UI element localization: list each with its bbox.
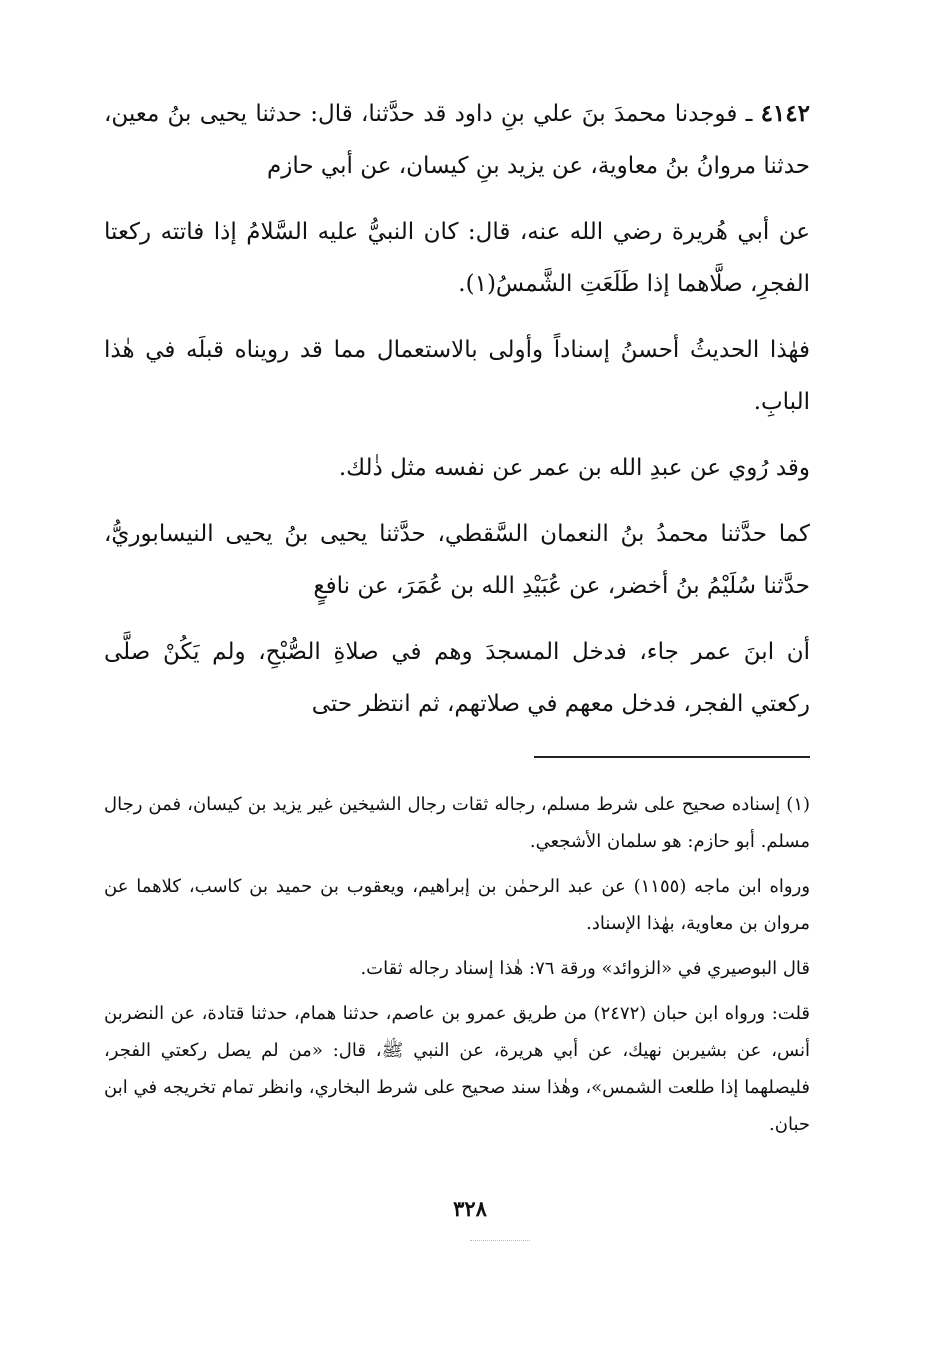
paragraph: فهٰذا الحديثُ أحسنُ إسناداً وأولى بالاستعمال مما قد رويناه قبلَه في هٰذا البابِ. xyxy=(104,337,810,415)
paragraph: أن ابنَ عمر جاء، فدخل المسجدَ وهم في صلاةِ الصُّبْحِ، ولم يَكُنْ صلَّى ركعتي الفجر، فدخل معهم في صلاتهم، ثم انتظر حتى xyxy=(104,639,810,717)
hadith-number: ٤١٤٢ xyxy=(760,100,810,127)
paragraph: كما حدَّثنا محمدُ بنُ النعمان السَّقطي، حدَّثنا يحيى بنُ يحيى النيسابوريُّ، حدَّثنا سُلَيْمُ بنُ أخضر، عن عُبَيْدِ الله بن عُمَرَ، عن نافعٍ xyxy=(104,521,810,599)
footnote: (١) إسناده صحيح على شرط مسلم، رجاله ثقات رجال الشيخين غير يزيد بن كيسان، فمن رجال مسلم. أبو حازم: هو سلمان الأشجعي. xyxy=(104,794,811,852)
paragraph: وقد رُوي عن عبدِ الله بن عمر عن نفسه مثل ذٰلك. xyxy=(338,455,810,481)
footnote: قلت: ورواه ابن حبان (٢٤٧٢) من طريق عمرو بن عاصم، حدثنا همام، حدثنا قتادة، عن النضربن أنس، عن بشيربن نهيك، عن أبي هريرة، عن النبي ﷺ، قال: «من لم يصل ركعتي الفجر، فليصلهما إذا طلعت الشمس»، وهٰذا سند صحيح على شرط البخاري، وانظر تمام تخريجه في ابن حبان. xyxy=(104,1003,811,1135)
footnotes xyxy=(104,786,810,1151)
footnote-divider xyxy=(534,756,810,758)
paragraph-text: ـ فوجدنا محمدَ بنَ علي بنِ داود قد حدَّثنا، قال: حدثنا يحيى بنُ معين، حدثنا مروانُ بنُ معاوية، عن يزيد بنِ كيسان، عن أبي حازم xyxy=(104,101,810,179)
paragraph: عن أبي هُريرة رضي الله عنه، قال: كان النبيُّ عليه السَّلامُ إذا فاتته ركعتا الفجرِ، صلَّاهما إذا طَلَعَتِ الشَّمسُ(١). xyxy=(104,219,810,297)
scan-artifact-dots xyxy=(470,1240,530,1241)
footnote: قال البوصيري في «الزوائد» ورقة ٧٦: هٰذا إسناد رجاله ثقات. xyxy=(360,958,810,979)
main-text xyxy=(104,88,810,744)
hadith-paragraph xyxy=(104,88,810,192)
page-number: ٣٢٨ xyxy=(453,1196,487,1221)
footnote: ورواه ابن ماجه (١١٥٥) عن عبد الرحمٰن بن إبراهيم، ويعقوب بن حميد بن كاسب، كلاهما عن مروان بن معاوية، بهٰذا الإسناد. xyxy=(104,876,811,934)
